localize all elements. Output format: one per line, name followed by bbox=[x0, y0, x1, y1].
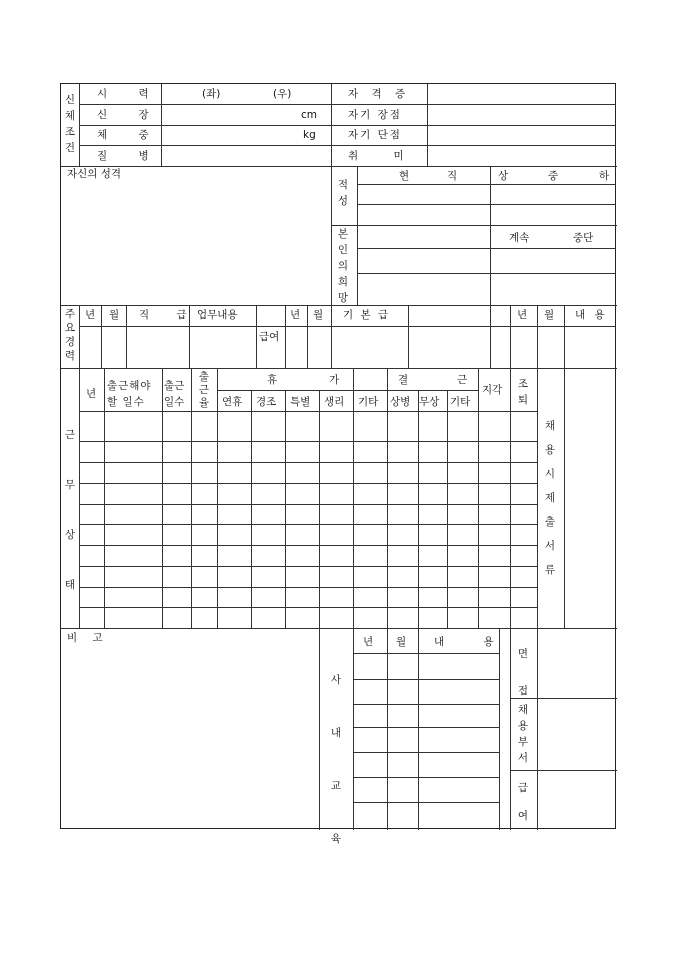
eyesight-right-label: (우) bbox=[273, 88, 292, 100]
strength-label: 자기 장점 bbox=[348, 109, 402, 121]
eyesight-left-label: (좌) bbox=[202, 88, 221, 100]
aptitude-label: 적성 bbox=[337, 179, 349, 207]
leave-col-3: 생리 bbox=[324, 396, 345, 408]
leave-col-4: 기타 bbox=[358, 396, 379, 408]
attendance-side-title: 근무상태 bbox=[64, 429, 76, 591]
low-label: 하 bbox=[599, 170, 610, 182]
current-label: 현 bbox=[399, 170, 410, 182]
career-grade: 직 급 bbox=[139, 309, 199, 321]
attendance-absence2: 근 bbox=[457, 374, 468, 386]
career-year3: 년 bbox=[517, 309, 528, 321]
weight-unit: kg bbox=[303, 129, 316, 141]
attendance-late: 지각 bbox=[482, 384, 503, 396]
wish-label: 본인의희망 bbox=[337, 228, 349, 304]
leave-col-0: 연휴 bbox=[222, 396, 243, 408]
career-pay: 급여 bbox=[259, 331, 280, 343]
attendance-rate: 출근율 bbox=[198, 371, 210, 409]
height-label: 신 장 bbox=[97, 109, 163, 121]
attendance-required-days: 출근해야 할 일수 bbox=[107, 380, 152, 408]
weakness-label: 자기 단점 bbox=[348, 129, 402, 141]
career-side-title: 주요경력 bbox=[64, 308, 76, 362]
attendance-docs: 채용시제출서류 bbox=[544, 420, 556, 576]
training-label: 사내교육 bbox=[330, 674, 342, 845]
career-month: 월 bbox=[109, 309, 120, 321]
training-month: 월 bbox=[396, 636, 407, 648]
mid-label: 중 bbox=[548, 170, 559, 182]
attendance-leave2: 가 bbox=[329, 374, 340, 386]
career-month3: 월 bbox=[544, 309, 555, 321]
eyesight-label: 시 력 bbox=[97, 88, 163, 100]
training-content: 내 용 bbox=[434, 636, 512, 648]
salary-label: 급여 bbox=[517, 782, 529, 822]
attendance-early: 조퇴 bbox=[517, 378, 529, 406]
career-year: 년 bbox=[85, 309, 96, 321]
personality-title: 자신의 성격 bbox=[67, 168, 122, 180]
dept-label: 채용부서 bbox=[517, 704, 529, 764]
attendance-work-days: 출근 일수 bbox=[164, 380, 185, 408]
leave-col-2: 특별 bbox=[290, 396, 311, 408]
hobby-label: 취 미 bbox=[348, 150, 420, 162]
leave-col-1: 경조 bbox=[256, 396, 277, 408]
attendance-year: 년 bbox=[86, 388, 97, 400]
career-year2: 년 bbox=[290, 309, 301, 321]
absence-col-1: 무상 bbox=[419, 396, 440, 408]
attendance-absence: 결 bbox=[398, 374, 409, 386]
height-unit: cm bbox=[301, 109, 318, 121]
high-label: 상 bbox=[498, 170, 509, 182]
remarks-title: 비 고 bbox=[67, 632, 109, 644]
continue-label: 계속 bbox=[509, 232, 530, 244]
career-duty: 업무내용 bbox=[197, 309, 238, 321]
stop-label: 중단 bbox=[573, 232, 594, 244]
job-label: 직 bbox=[447, 170, 458, 182]
absence-col-2: 기타 bbox=[450, 396, 471, 408]
absence-col-0: 상병 bbox=[390, 396, 411, 408]
weight-label: 체 중 bbox=[97, 129, 163, 141]
career-content3: 내 용 bbox=[575, 309, 608, 321]
disease-label: 질 병 bbox=[97, 150, 163, 162]
license-label: 자 격 증 bbox=[348, 88, 411, 100]
training-year: 년 bbox=[363, 636, 374, 648]
physical-side-title: 신체조건 bbox=[64, 94, 76, 154]
personnel-record-form bbox=[60, 83, 616, 845]
interview-label: 면접 bbox=[517, 648, 529, 697]
attendance-leave: 휴 bbox=[267, 374, 278, 386]
career-month2: 월 bbox=[313, 309, 324, 321]
career-base-pay: 기 본 급 bbox=[343, 309, 391, 321]
